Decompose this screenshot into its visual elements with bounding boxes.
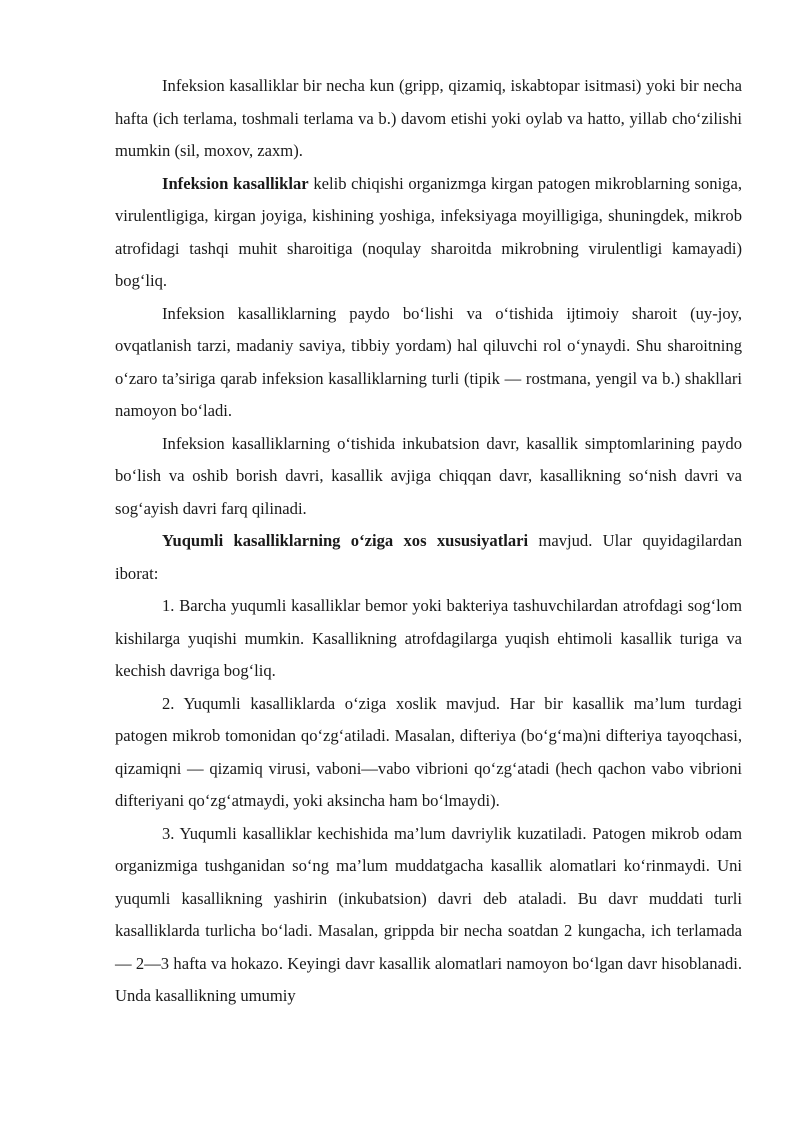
paragraph-factors bbox=[115, 168, 742, 298]
paragraph-text: Infeksion kasalliklarning o‘tishida inkubatsion davr, kasallik simptomlarining paydo bo‘lish va oshib borish davri, kasallik avjiga chiqqan davr, kasallikning so‘nish davri va sog‘ayish davri farq qilinadi. bbox=[115, 433, 742, 518]
paragraph-social-conditions bbox=[115, 298, 742, 428]
paragraph-text: 1. Barcha yuqumli kasalliklar bemor yoki bakteriya tashuvchilardan atrofdagi sog‘lom kishilarga yuqishi mumkin. Kasallikning atrofdagilarga yuqish ehtimoli kasallik turiga va kechish davriga bog‘liq. bbox=[115, 596, 742, 680]
paragraph-text: 2. Yuqumli kasalliklarda o‘ziga xoslik mavjud. Har bir kasallik ma’lum turdagi patogen mikrob tomonidan qo‘zg‘atiladi. Masalan, difteriya (bo‘g‘ma)ni difteriya tayoqchasi, qizamiqni — qizamiq virusi, vaboni—vabo vibrioni qo‘zg‘atadi (hech qachon vabo vibrioni difteriyani qo‘zg‘atmaydi, yoki aksincha ham bo‘lmaydi). bbox=[115, 693, 742, 810]
bold-term: Yuqumli kasalliklarning o‘ziga xos xususiyatlari bbox=[162, 531, 529, 550]
list-item-2 bbox=[115, 688, 742, 818]
paragraph-text: kelib chiqishi organizmga kirgan patogen mikroblarning soniga, virulentligiga, kirgan joyiga, kishining yoshiga, infeksiyaga moyilligiga, shuningdek, mikrob atrofidagi tashqi muhit sharoitiga (noqulay sharoitda mikrobning virulentligi kamayadi) bog‘liq. bbox=[115, 173, 742, 290]
paragraph-periods bbox=[115, 428, 742, 526]
paragraph-text: mavjud. Ular quyidagilardan iborat: bbox=[115, 531, 743, 583]
document-page bbox=[115, 70, 742, 1013]
list-item-1 bbox=[115, 590, 742, 688]
paragraph-duration bbox=[115, 70, 742, 168]
paragraph-text: 3. Yuqumli kasalliklar kechishida ma’lum davriylik kuzatiladi. Patogen mikrob odam organizmiga tushganidan so‘ng ma’lum muddatgacha kasallik alomatlari ko‘rinmaydi. Uni yuqumli kasallikning yashirin (inkubatsion) davri deb ataladi. Bu davr muddati turli kasalliklarda turlicha bo‘ladi. Masalan, grippda bir necha soatdan 2 kungacha, ich terlamada — 2—3 hafta va hokazo. Keyingi davr kasallik alomatlari namoyon bo‘lgan davr hisoblanadi. Unda kasallikning umumiy bbox=[115, 823, 742, 1005]
paragraph-features-intro bbox=[115, 525, 742, 590]
list-item-3 bbox=[115, 818, 742, 1013]
bold-term: Infeksion kasalliklar bbox=[162, 173, 309, 193]
paragraph-text: Infeksion kasalliklarning paydo bo‘lishi va o‘tishida ijtimoiy sharoit (uy-joy, ovqatlanish tarzi, madaniy saviya, tibbiy yordam) hal qiluvchi rol o‘ynaydi. Shu sharoitning o‘zaro ta’siriga qarab infeksion kasalliklarning turli (tipik — rostmana, yengil va b.) shakllari namoyon bo‘ladi. bbox=[115, 303, 742, 420]
paragraph-text: Infeksion kasalliklar bir necha kun (gripp, qizamiq, iskabtopar isitmasi) yoki bir necha hafta (ich terlama, toshmali terlama va b.) davom etishi yoki oylab va hatto, yillab cho‘zilishi mumkin (sil, moxov, zaxm). bbox=[115, 76, 742, 160]
